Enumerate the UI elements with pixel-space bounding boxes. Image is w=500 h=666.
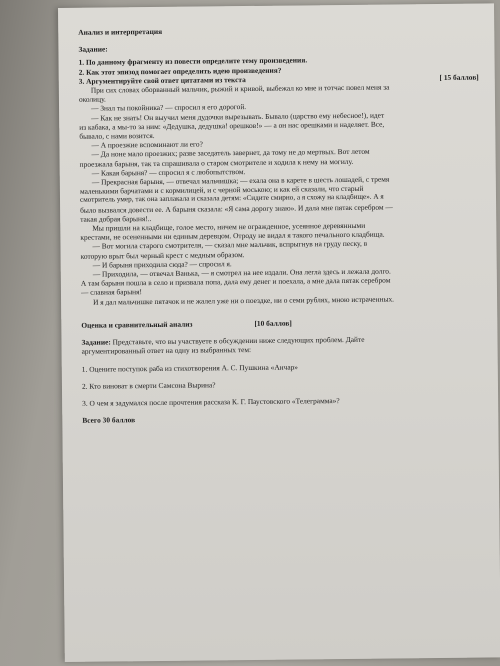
text-line: — Какая барыня? — спросил я с любопытством. (91, 166, 246, 178)
text-line: — И барыня приходила сюда? — спросил я. (92, 259, 232, 270)
text-line: маленькими барчатами и с кормилицей, и с черной моською; и как ей сказали, что старый (79, 184, 364, 197)
section2-title: Оценка и сравнительный анализ (81, 319, 193, 330)
text-line: такая добрая барыня!.. (80, 213, 152, 224)
text-line: — Как не знать! Он выучил меня дудочки вырезывать. Бывало (царство ему небесное!), идет (91, 110, 385, 123)
text-line: — Приходила, — отвечал Ванька, — я смотрел на нее издали. Она легла здесь и лежала долго. (92, 266, 391, 279)
section2-task-line1: Представьте, что вы участвуете в обсуждении ниже следующих проблем. Дайте (110, 334, 365, 347)
text-line: смотритель умер, так она заплакала и сказала детям: «Сидите смирно, а я схожу на кладбище». А я (79, 193, 384, 205)
task-2: 2. Как этот эпизод помогает определить идею произведения? (78, 65, 282, 77)
text-line: — Вот могила старого смотрителя, — сказал мне мальчик, вспрыгнув на груду песку, в (92, 239, 368, 252)
text-line: — А проезжие вспоминают ли его? (91, 139, 203, 150)
document-content (78, 24, 482, 425)
text-line: — Прекрасная барыня, — отвечал мальчишка; — ехала она в карете в шесть лошадей, с тремя (91, 174, 390, 187)
text-line: из кабака, а мы-то за ним: «Дедушка, дедушка! орешков!» — а он нас орешками и наделяет. Все, (79, 119, 385, 132)
task-score: [ 15 баллов] (439, 72, 479, 82)
text-line: — славная барыня! (80, 287, 143, 298)
text-line: которую врыт был черный крест с медным образом. (80, 249, 245, 261)
section2-task-line2: аргументированный ответ на одну из выбранных тем: (81, 345, 252, 357)
task-3: 3. Аргументируйте свой ответ цитатами из текста (78, 74, 246, 86)
text-line: И я дал мальчишке пятачок и не жалел уже ни о поездке, ни о семи рублях, мною истраченных. (93, 294, 395, 307)
task-1: 1. По данному фрагменту из повести определите тему произведения. (78, 55, 308, 68)
text-line: бывало, с нами возится. (79, 131, 155, 141)
total-score: Всего 30 баллов (82, 415, 136, 425)
text-line: проезжала барыня, так та спрашивала о старом смотрителе и ходила к нему на могилу. (79, 156, 354, 169)
section2-task-label: Задание: (81, 337, 111, 347)
text-excerpt (79, 82, 481, 307)
topic-2: 2. Кто виноват в смерти Самсона Вырина? (81, 380, 216, 391)
topic-3: 3. О чем я задумался после прочтения рассказа К. Г. Паустовского «Телеграмма»? (82, 395, 340, 408)
text-line: крестами, не осененными ни единым деревцом. Отроду не видал я такого печального кладбища. (80, 229, 385, 243)
text-line: было вызвался довести ее. А барыня сказала: «Я сама дорогу знаю». И дала мне пятак серебром — (80, 202, 393, 215)
topic-1: 1. Оцените поступок раба из стихотворения А. С. Пушкина «Анчар» (81, 362, 299, 374)
section2-header (81, 316, 481, 329)
text-line: При сих словах оборванный мальчик, рыжий и кривой, выбежал ко мне и тотчас повел меня за (90, 82, 390, 95)
paper-sheet (58, 3, 500, 662)
section2-score: [10 баллов] (254, 318, 292, 328)
task-label: Задание: (78, 44, 108, 54)
heading: Анализ и интерпретация (78, 26, 163, 37)
text-line: околицу. (78, 94, 106, 105)
text-line: — Знал ты покойника? — спросил я его дорогой. (91, 102, 247, 114)
text-line: Мы пришли на кладбище, голое место, ничем не огражденное, усеянное деревянными (92, 220, 366, 233)
text-line: — Да ноне мало проезжих; разве заседатель завернет, да тому не до мертвых. Вот летом (91, 147, 370, 160)
text-line: А там барыня пошла в село и призвала попа, дала ему денег и поехала, а мне дала пятак серебром (80, 275, 391, 289)
